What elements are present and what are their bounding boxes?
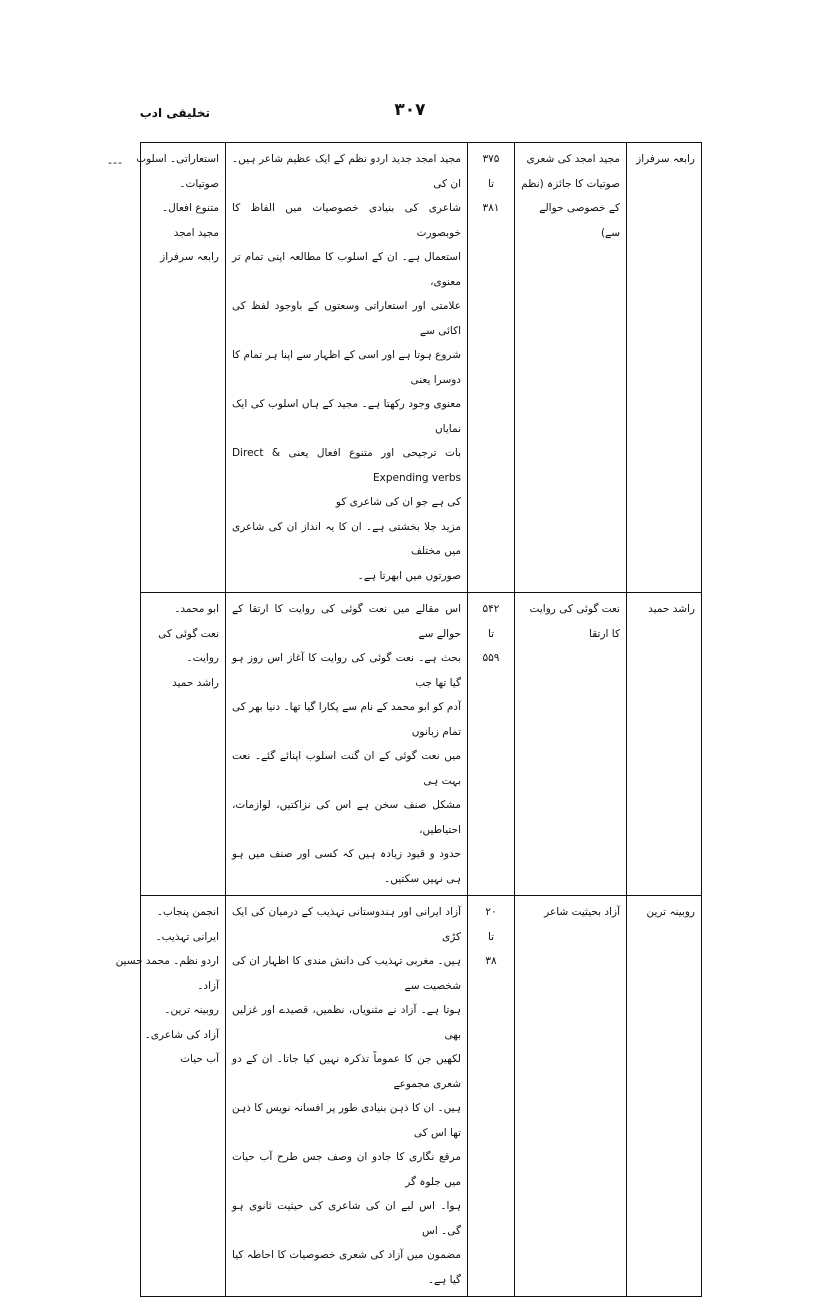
abstract-line: بحث ہے۔ نعت گوئی کی روایت کا آغاز اس روز ہو گیا تھا جب [232,652,461,689]
abstract-line: علامتی اور استعاراتی وسعتوں کے باوجود لفظ کی اکائی سے [232,300,461,337]
abstract-line: کی ہے جو ان کی شاعری کو [335,496,461,508]
title-cell: نعت گوئی کی روایت کا ارتقا [515,593,627,896]
pages-cell [468,143,515,593]
abstract-line: ہیں۔ مغربی تہذیب کی دانش مندی کا اظہار ان کی شخصیت سے [232,955,461,992]
abstract-cell [226,593,468,896]
table-row [141,896,702,1297]
abstract-line: استعمال ہے۔ ان کے اسلوب کا مطالعہ اپنی تمام تر معنوی، [232,251,461,288]
abstract-line: میں نعت گوئی کے ان گنت اسلوب اپنائے گئے۔ نعت بہت ہی [232,750,461,787]
abstract-line: ہوا۔ اس لیے ان کی شاعری کی حیثیت ثانوی ہو گی۔ اس [232,1200,461,1237]
keywords-cell [115,896,226,1297]
abstract-line: مزید جلا بخشتی ہے۔ ان کا یہ انداز ان کی شاعری میں مختلف [232,520,461,557]
keyword: صوتیات۔ [179,177,219,190]
abstract-cell [226,143,468,593]
abstract-line: حدود و قیود زیادہ ہیں کہ کسی اور صنف میں ہو ہی نہیں سکتیں۔ [232,848,461,885]
abstract-line: معنوی وجود رکھتا ہے۔ مجید کے ہاں اسلوب کی ایک نمایاں [232,398,461,435]
keyword: استعاراتی۔ اسلوب [136,153,219,165]
author-cell: روبینہ ترین [627,896,702,1297]
page-number: ٣٠٧ [394,100,426,120]
table-row [141,593,702,896]
keyword: انجمن پنجاب۔ [156,906,219,918]
pages-cell [468,896,515,1297]
keyword: روبینہ ترین۔ [164,1004,219,1016]
keyword: آب حیات [180,1053,219,1065]
abstract-line: بات ترجیحی اور متنوع افعال یعنی Direct & Expending verbs [232,447,461,484]
abstract-cell [226,896,468,1297]
page-to: تا [487,627,495,640]
pages-cell [468,593,515,896]
page-end: ٣٨١ [482,202,500,214]
keyword: متنوع افعال۔ [162,202,219,214]
abstract-line: لکھیں جن کا عموماً تذکرہ نہیں کیا جاتا۔ ان کے دو شعری مجموعے [232,1053,461,1090]
keywords-cell [141,593,226,896]
page-start: ٣٧۵ [482,153,500,165]
keyword: نعت گوئی کی [158,627,219,640]
abstract-line: مضمون میں آزاد کی شعری خصوصیات کا احاطہ کیا گیا ہے۔ [232,1249,461,1286]
abstract-line: مجید امجد جدید اردو نظم کے ایک عظیم شاعر ہیں۔ ان کی [232,153,461,190]
page-end: ٣٨ [485,955,497,967]
author-cell: راشد حمید [627,593,702,896]
title-cell: مجید امجد کی شعری صوتیات کا جائزہ (نظم کے خصوصی حوالے سے) [515,143,627,593]
index-table [115,142,702,1297]
abstract-line: ہیں۔ ان کا ذہن بنیادی طور پر افسانہ نویس کا ذہن تھا اس کی [232,1102,461,1139]
page-end: ۵۵٩ [482,652,500,664]
keyword: روایت۔ [186,652,219,664]
title-cell: آزاد بحیثیت شاعر [515,896,627,1297]
abstract-line: اس مقالے میں نعت گوئی کی روایت کا ارتقا کے حوالے سے [232,603,461,640]
abstract-line: شاعری کی بنیادی خصوصیات میں الفاظ کا خوبصورت [232,202,461,239]
abstract-line: آدم کو ابو محمد کے نام سے پکارا گیا تھا۔ دنیا بھر کی تمام زبانوں [232,701,461,738]
keyword: آزاد کی شاعری۔ [144,1028,219,1041]
abstract-line: شروع ہوتا ہے اور اسی کے اظہار سے اپنا ہر تمام کا دوسرا یعنی [231,349,461,386]
keyword: ایرانی تہذیب۔ [155,930,219,943]
keyword: آزاد۔ [197,979,219,992]
keywords-cell [136,143,226,593]
keyword: راشد حمید [172,676,219,689]
journal-title: تخلیقی ادب [139,106,210,120]
page-start: ٢٠ [485,906,497,918]
abstract-line: مرقع نگاری کا جادو ان وصف جس طرح آب حیات میں جلوہ گر [232,1151,461,1188]
author-cell: رابعہ سرفراز [627,143,702,593]
page-to: تا [487,177,495,190]
keyword: مجید امجد [173,226,219,239]
abstract-line: مشکل صنف سخن ہے اس کی نزاکتیں، لوازمات، احتیاطیں، [232,799,461,836]
keyword: ابو محمد۔ [174,603,219,615]
table-row [141,143,702,593]
abstract-line: آزاد ایرانی اور ہندوستانی تہذیب کے درمیان کی ایک کڑی [232,906,461,943]
keyword: رابعہ سرفراز [160,251,219,263]
margin-mark: --- [108,156,123,169]
abstract-line: ہوتا ہے۔ آزاد نے مثنویاں، نظمیں، قصیدے اور غزلیں بھی [232,1004,461,1041]
keyword: اردو نظم۔ محمد حسین [115,955,219,967]
abstract-line: صورتوں میں ابھرتا ہے۔ [357,569,461,582]
page-to: تا [487,930,495,943]
page-start: ۵۴٢ [482,603,500,615]
